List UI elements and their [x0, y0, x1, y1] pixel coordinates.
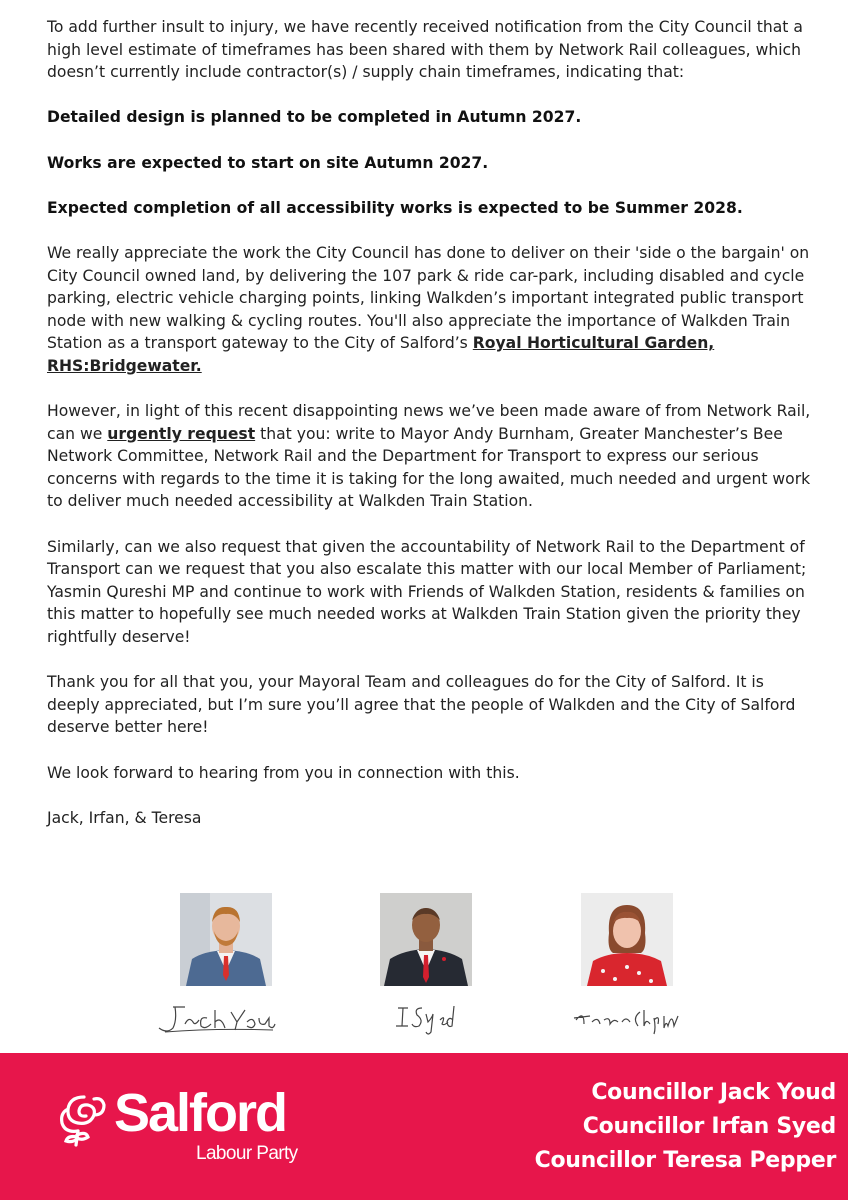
- signature-irfan-syed: [390, 998, 465, 1038]
- paragraph-appreciation: [47, 242, 817, 378]
- salford-labour-logo: [56, 1083, 316, 1179]
- letter-body: [47, 16, 817, 852]
- rose-icon: [56, 1091, 112, 1147]
- key-date-works-start: Works are expected to start on site Autumn 2027.: [47, 153, 489, 172]
- paragraph-request: [47, 400, 817, 513]
- paragraph-appreciation-text: We really appreciate the work the City Council has done to deliver on their 'side o the bargain' on City Council owned land, by delivering the 107 park & ride car-park, including disabled and cycle parking, electric vehicle charging points, linking Walkden’s important integrated public transport node with new walking & cycling routes. You'll also appreciate the importance of Walkden Train Station as a transport gateway to the City of Salford’s: [47, 243, 810, 353]
- councillor-name: Councillor Teresa Pepper: [534, 1148, 836, 1173]
- logo-subtitle: Labour Party: [196, 1143, 298, 1164]
- councillor-list: [535, 1076, 836, 1178]
- footer-banner: [0, 1053, 848, 1200]
- signature-jack-youd: [155, 998, 280, 1038]
- paragraph-thanks: Thank you for all that you, your Mayoral Team and colleagues do for the City of Salford. It is deeply appreciated, but I’m sure you’ll agree that the people of Walkden and the City of Salford deserve better here!: [47, 673, 796, 737]
- councillor-name: Councillor Irfan Syed: [582, 1114, 836, 1139]
- sign-off: Jack, Irfan, & Teresa: [47, 808, 202, 827]
- paragraph-look-forward: We look forward to hearing from you in connection with this.: [47, 763, 520, 782]
- councillor-name: Councillor Jack Youd: [591, 1080, 836, 1105]
- rhs-bridgewater-link[interactable]: Royal Horticultural Garden, RHS:Bridgewater.: [47, 334, 715, 375]
- paragraph-timeframes-intro: To add further insult to injury, we have recently received notification from the City Council that a high level estimate of timeframes has been shared with them by Network Rail colleagues, which doesn’t currently include contractor(s) / supply chain timeframes, indicating that:: [47, 18, 803, 82]
- logo-wordmark: Salford: [114, 1083, 287, 1143]
- key-date-completion: Expected completion of all accessibility works is expected to be Summer 2028.: [47, 198, 743, 217]
- key-date-design: Detailed design is planned to be completed in Autumn 2027.: [47, 108, 582, 127]
- portrait-teresa-pepper: [581, 893, 673, 986]
- urgently-request-emphasis: urgently request: [107, 424, 256, 443]
- signature-teresa-pepper: [570, 998, 685, 1038]
- paragraph-request-end: that you: write to Mayor Andy Burnham, Greater Manchester’s Bee Network Committee, Network Rail and the Department for Transport to express our serious concerns with regards to the time it is taking for the long awaited, much needed and urgent work to deliver much needed accessibility at Walkden Train Station.: [47, 424, 811, 511]
- paragraph-escalate: Similarly, can we also request that given the accountability of Network Rail to the Department of Transport can we request that you also escalate this matter with our local Member of Parliament; Yasmin Qureshi MP and continue to work with Friends of Walkden Station, residents & families on this matter to hopefully see much needed works at Walkden Train Station given the priority they rightfully deserve!: [47, 537, 807, 647]
- paragraph-request-start: However, in light of this recent disappointing news we’ve been made aware of from Network Rail, can we: [47, 402, 811, 443]
- portrait-jack-youd: [180, 893, 272, 986]
- portrait-irfan-syed: [380, 893, 472, 986]
